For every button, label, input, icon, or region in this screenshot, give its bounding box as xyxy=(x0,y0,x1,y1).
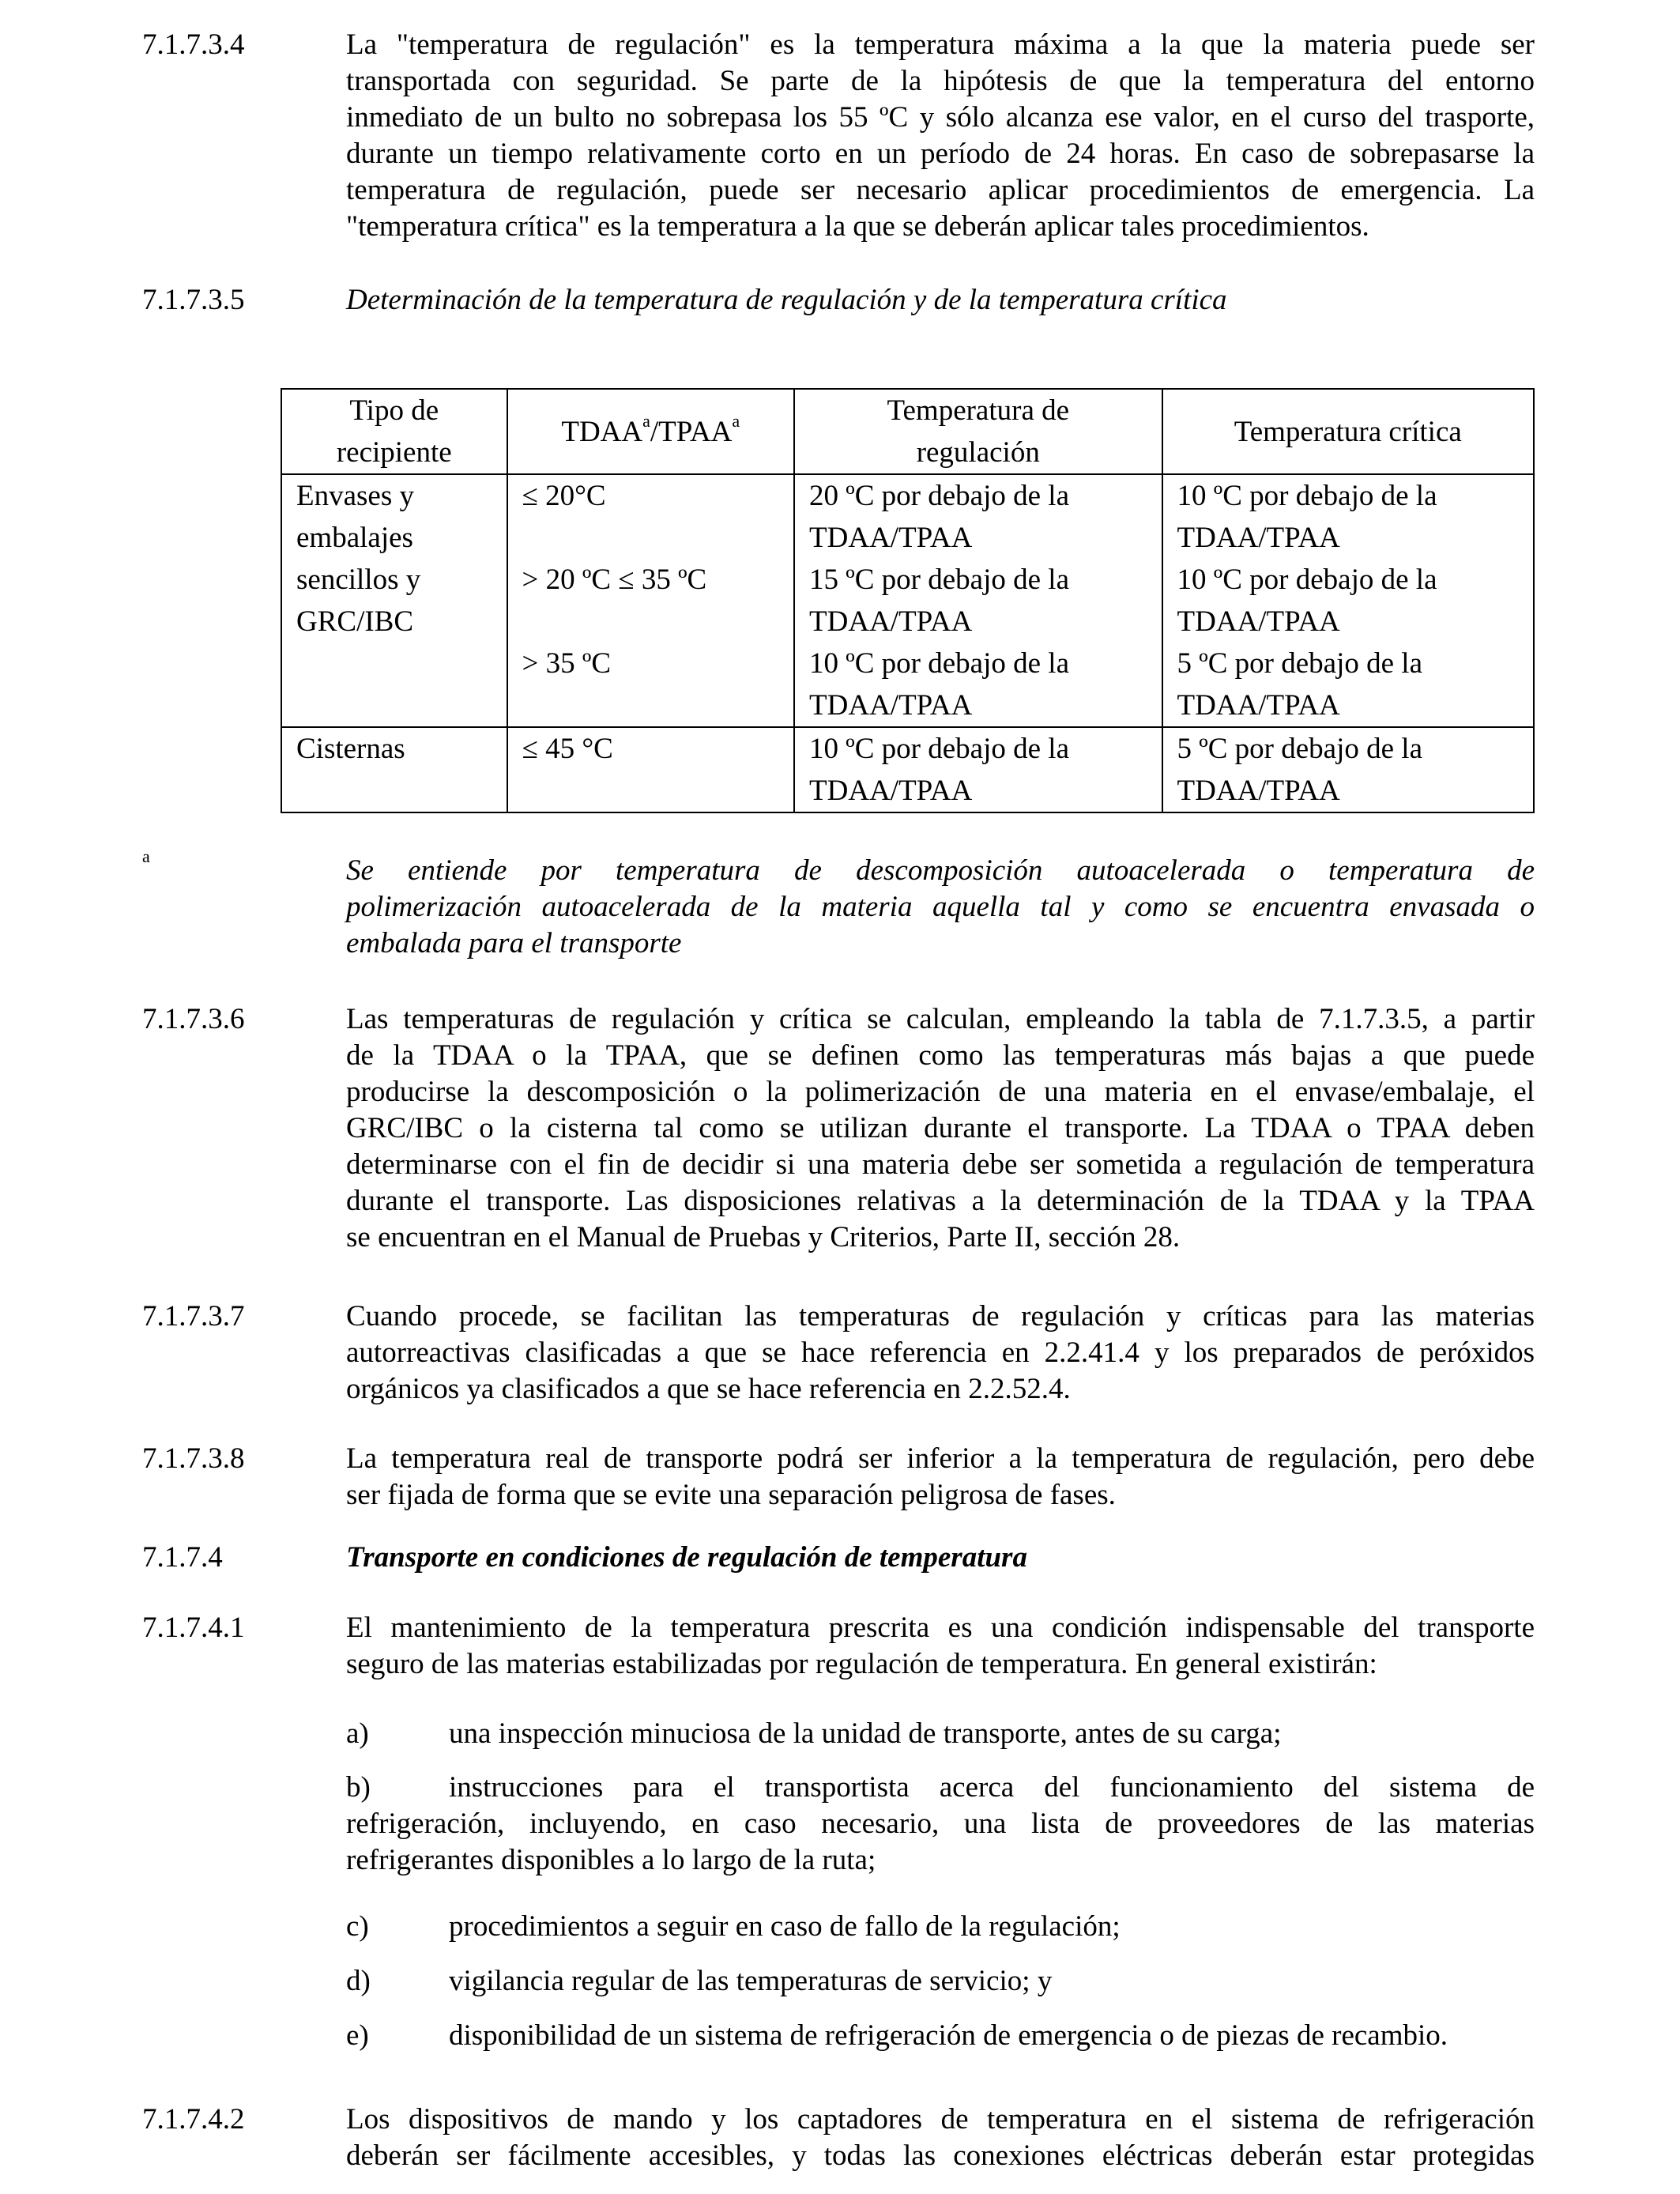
section-paragraph xyxy=(346,1299,1535,1408)
temperature-table xyxy=(281,388,1535,813)
text-line: "temperatura crítica" es la temperatura a la que se deberán aplicar tales procedimientos. xyxy=(346,210,1369,243)
cell-text: ≤ 45 °C xyxy=(522,733,613,765)
text-line: refrigerantes disponibles a lo largo de la ruta; xyxy=(346,1844,876,1876)
section-number: 7.1.7.3.6 xyxy=(142,1003,245,1035)
table-row xyxy=(281,727,1534,812)
text-line: deberán ser fácilmente accesibles, y todas las conexiones eléctricas deberán estar protegidas xyxy=(346,2139,1535,2172)
list-label: e) xyxy=(346,2019,369,2052)
text-line: polimerización autoacelerada de la materia aquella tal y como se encuentra envasada o xyxy=(346,891,1535,923)
header-cell xyxy=(507,389,795,474)
cell-text: TDAA/TPAA xyxy=(809,689,973,722)
list-label: c) xyxy=(346,1910,369,1943)
list-label: b) xyxy=(346,1771,371,1804)
text-line: se encuentran en el Manual de Pruebas y Criterios, Parte II, sección 28. xyxy=(346,1221,1181,1253)
text-line: La "temperatura de regulación" es la temperatura máxima a la que la materia puede ser xyxy=(346,28,1535,61)
cell-text: TDAA/TPAA xyxy=(809,605,973,638)
section-heading xyxy=(346,282,1535,319)
section-heading xyxy=(346,1540,1535,1576)
cell-text: Envases y xyxy=(296,480,414,512)
section-paragraph xyxy=(346,1001,1535,1256)
cell-text: TDAA/TPAA xyxy=(809,775,973,807)
table-cell-type xyxy=(281,474,507,727)
cell-text: TDAA/TPAA xyxy=(1177,775,1340,807)
footnote-marker: a xyxy=(142,846,150,866)
text-line: temperatura de regulación, puede ser necesario aplicar procedimientos de emergencia. La xyxy=(346,174,1535,206)
text-line: La temperatura real de transporte podrá ser inferior a la temperatura de regulación, pero debe xyxy=(346,1442,1535,1475)
section-paragraph xyxy=(346,27,1535,245)
section-number: 7.1.7.4.1 xyxy=(142,1612,245,1644)
text-line xyxy=(346,1770,1535,1806)
cell-text: TDAA/TPAA xyxy=(1177,522,1340,554)
section-paragraph xyxy=(346,1441,1535,1514)
cell-text: GRC/IBC xyxy=(296,605,414,638)
section-number: 7.1.7.4 xyxy=(142,1541,223,1574)
cell-text: 10 ºC por debajo de la xyxy=(809,647,1070,680)
header-text: regulación xyxy=(916,436,1040,469)
text-line: autorreactivas clasificadas a que se hace referencia en 2.2.41.4 y los preparados de peróxidos xyxy=(346,1336,1535,1369)
list-label: a) xyxy=(346,1717,369,1750)
cell-text: TDAA/TPAA xyxy=(1177,605,1340,638)
text-line: de la TDAA o la TPAA, que se definen como las temperaturas más bajas a que puede xyxy=(346,1039,1535,1072)
text-line: Cuando procede, se facilitan las temperaturas de regulación y críticas para las materias xyxy=(346,1300,1535,1333)
header-cell xyxy=(281,389,507,474)
text-line: GRC/IBC o la cisterna tal como se utilizan durante el transporte. La TDAA o TPAA deben xyxy=(346,1112,1535,1144)
cell-text: 5 ºC por debajo de la xyxy=(1177,647,1422,680)
header-text: Temperatura crítica xyxy=(1234,415,1462,448)
cell-text: Cisternas xyxy=(296,733,405,765)
cell-text: 10 ºC por debajo de la xyxy=(1177,564,1437,596)
table-header-row xyxy=(281,389,1534,474)
section-paragraph xyxy=(346,1610,1535,1683)
cell-text: sencillos y xyxy=(296,564,421,596)
list-text: procedimientos a seguir en caso de fallo de la regulación; xyxy=(449,1910,1121,1943)
text-line: orgánicos ya clasificados a que se hace referencia en 2.2.52.4. xyxy=(346,1373,1071,1405)
list-text: vigilancia regular de las temperaturas de servicio; y xyxy=(449,1965,1053,1997)
table-cell-critical xyxy=(1162,727,1534,812)
cell-text: 5 ºC por debajo de la xyxy=(1177,733,1422,765)
section-number: 7.1.7.4.2 xyxy=(142,2103,245,2136)
list-text: instrucciones para el transportista acerca del funcionamiento del sistema de xyxy=(449,1771,1535,1804)
heading-text: Transporte en condiciones de regulación de temperatura xyxy=(346,1541,1027,1574)
text-line: Se entiende por temperatura de descomposición autoacelerada o temperatura de xyxy=(346,854,1535,887)
table-cell-tdaa xyxy=(507,727,795,812)
text-line: ser fijada de forma que se evite una separación peligrosa de fases. xyxy=(346,1479,1116,1511)
cell-text: TDAA/TPAA xyxy=(809,522,973,554)
heading-text: Determinación de la temperatura de regulación y de la temperatura crítica xyxy=(346,284,1227,316)
cell-text: 20 ºC por debajo de la xyxy=(809,480,1070,512)
table-row xyxy=(281,474,1534,727)
section-number: 7.1.7.3.8 xyxy=(142,1442,245,1475)
table-cell-regulation xyxy=(794,727,1162,812)
cell-text: 15 ºC por debajo de la xyxy=(809,564,1070,596)
text-line: refrigeración, incluyendo, en caso necesario, una lista de proveedores de las materias xyxy=(346,1808,1535,1840)
section-number: 7.1.7.3.4 xyxy=(142,28,245,61)
cell-text: ≤ 20°C xyxy=(522,480,606,512)
text-line: inmediato de un bulto no sobrepasa los 55 ºC y sólo alcanza ese valor, en el curso del trasporte, xyxy=(346,101,1535,134)
section-paragraph xyxy=(346,2102,1535,2174)
footnote-marker: a xyxy=(732,411,740,432)
header-text: /TPAA xyxy=(650,415,733,448)
table-cell-regulation xyxy=(794,474,1162,727)
cell-text: > 35 ºC xyxy=(522,647,612,680)
cell-text: 10 ºC por debajo de la xyxy=(1177,480,1437,512)
text-line: transportada con seguridad. Se parte de la hipótesis de que la temperatura del entorno xyxy=(346,65,1535,97)
section-number: 7.1.7.3.7 xyxy=(142,1300,245,1333)
text-line: durante un tiempo relativamente corto en un período de 24 horas. En caso de sobrepasarse la xyxy=(346,138,1535,170)
cell-text: embalajes xyxy=(296,522,413,554)
table-cell-critical xyxy=(1162,474,1534,727)
section-number: 7.1.7.3.5 xyxy=(142,284,245,316)
cell-text: TDAA/TPAA xyxy=(1177,689,1340,722)
header-text: Temperatura de xyxy=(887,394,1070,427)
list-paragraph xyxy=(346,1770,1535,1879)
text-line: Las temperaturas de regulación y crítica se calculan, empleando la tabla de 7.1.7.3.5, a partir xyxy=(346,1003,1535,1035)
text-line: producirse la descomposición o la polimerización de una materia en el envase/embalaje, el xyxy=(346,1076,1535,1108)
text-line: seguro de las materias estabilizadas por regulación de temperatura. En general existirán: xyxy=(346,1648,1377,1680)
list-text: disponibilidad de un sistema de refrigeración de emergencia o de piezas de recambio. xyxy=(449,2019,1448,2052)
text-line: embalada para el transporte xyxy=(346,927,682,959)
footnote-text xyxy=(346,853,1535,962)
text-line: determinarse con el fin de decidir si una materia debe ser sometida a regulación de temperatura xyxy=(346,1148,1535,1181)
table-cell-type xyxy=(281,727,507,812)
header-cell xyxy=(794,389,1162,474)
text-line: El mantenimiento de la temperatura prescrita es una condición indispensable del transporte xyxy=(346,1612,1535,1644)
text-line: durante el transporte. Las disposiciones relativas a la determinación de la TDAA y la TPAA xyxy=(346,1185,1535,1217)
header-text: TDAA xyxy=(561,415,643,448)
table-cell-tdaa xyxy=(507,474,795,727)
footnote-marker: a xyxy=(642,411,650,432)
cell-text: 10 ºC por debajo de la xyxy=(809,733,1070,765)
list-label: d) xyxy=(346,1965,371,1997)
list-text: una inspección minuciosa de la unidad de transporte, antes de su carga; xyxy=(449,1717,1282,1750)
text-line: Los dispositivos de mando y los captadores de temperatura en el sistema de refrigeración xyxy=(346,2103,1535,2136)
header-text: recipiente xyxy=(336,436,452,469)
header-text: Tipo de xyxy=(349,394,439,427)
cell-text: > 20 ºC ≤ 35 ºC xyxy=(522,564,707,596)
header-cell xyxy=(1162,389,1534,474)
